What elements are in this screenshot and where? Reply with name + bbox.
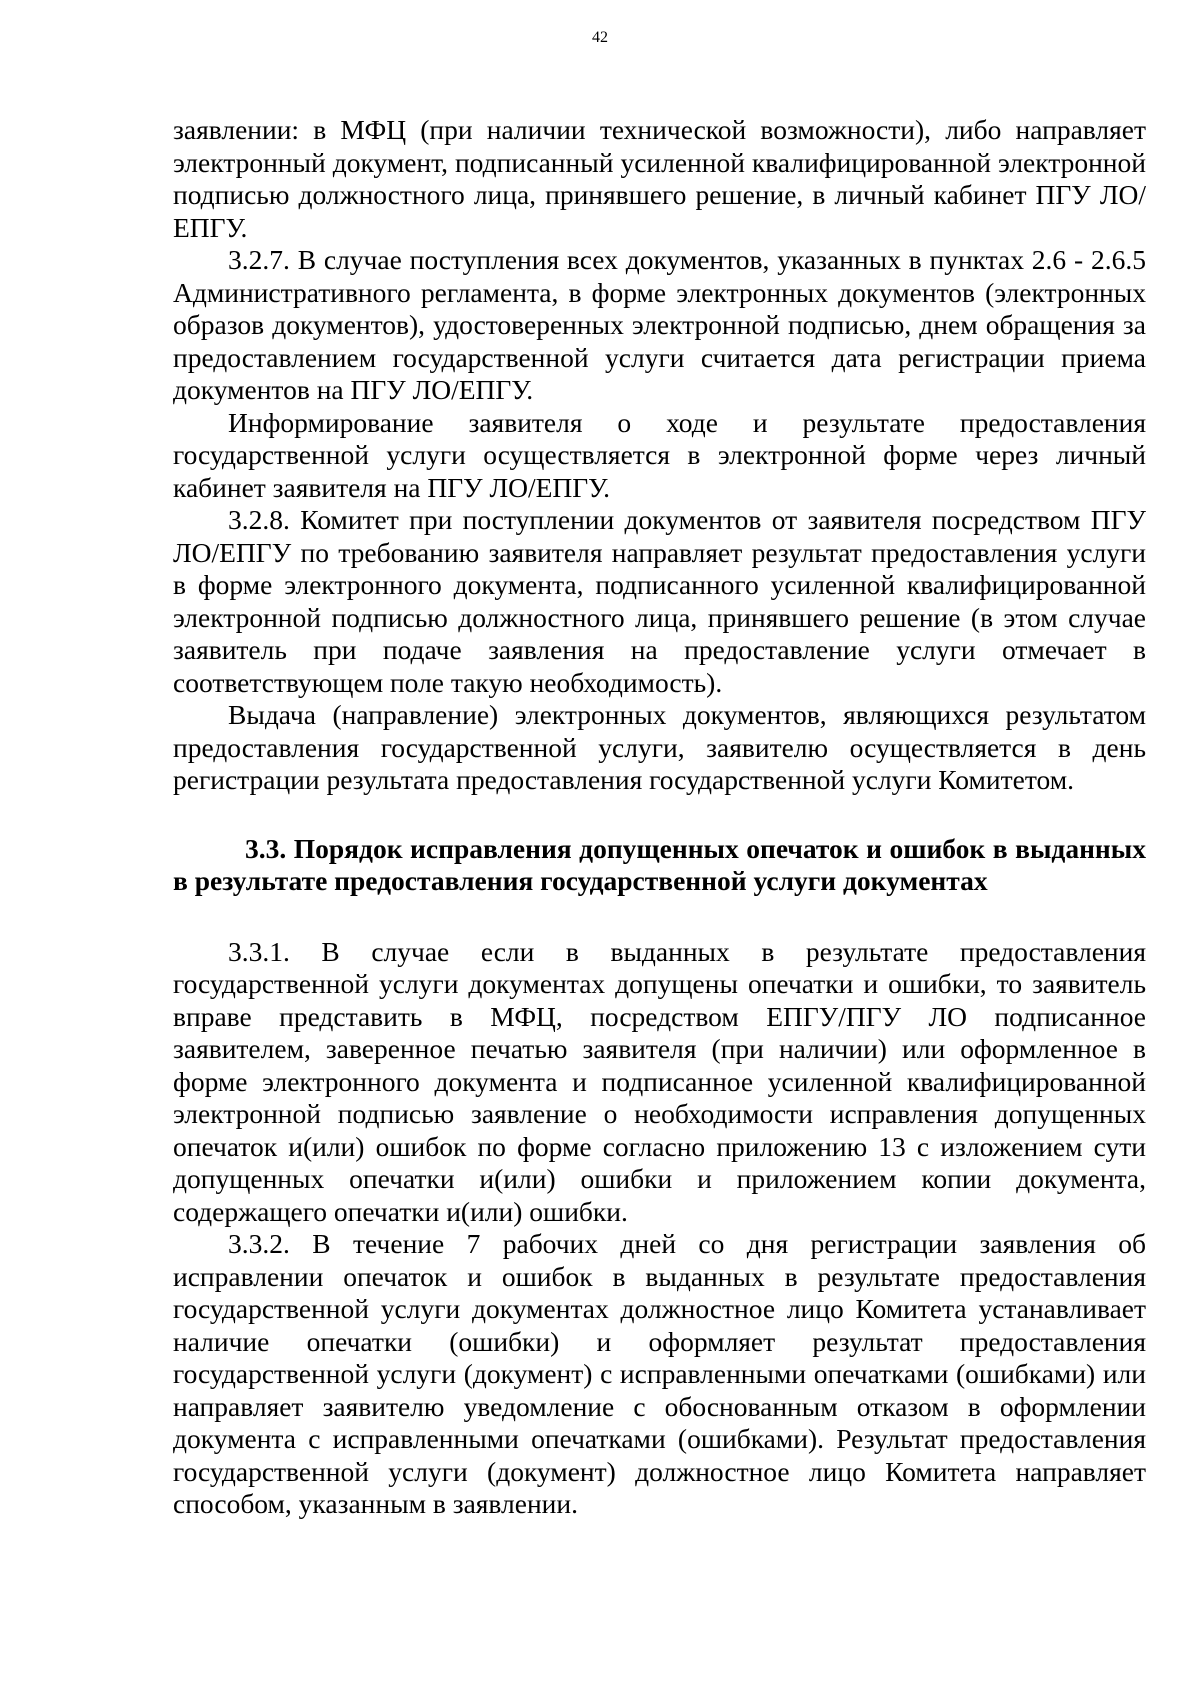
paragraph-3-3-2: 3.3.2. В течение 7 рабочих дней со дня регистрации заявления об исправлении опечаток и ошибок в выданных в результате предоставления государственной услуги документах должностное лицо Комитета устанавливает наличие опечатки (ошибки) и оформляет результат предоставления государственной услуги (документ) с исправленными опечатками (ошибками) или направляет заявителю уведомление с обоснованным отказом в оформлении документа с исправленными опечатками (ошибками). Результат предоставления государственной услуги (документ) должностное лицо Комитета направляет способом, указанным в заявлении. xyxy=(173,1228,1146,1519)
paragraph-continuation: заявлении: в МФЦ (при наличии технической возможности), либо направляет электронный документ, подписанный усиленной квалифицированной электронной подписью должностного лица, принявшего решение, в личный кабинет ПГУ ЛО/ЕПГУ. xyxy=(173,114,1146,243)
page-number: 42 xyxy=(592,29,608,46)
paragraph-3-2-8: 3.2.8. Комитет при поступлении документов от заявителя посредством ПГУ ЛО/ЕПГУ по требованию заявителя направляет результат предоставления услуги в форме электронного документа, подписанного усиленной квалифицированной электронной подписью должностного лица, принявшего решение (в этом случае заявитель при подаче заявления на предоставление услуги отмечает в соответствующем поле такую необходимость). xyxy=(173,504,1146,698)
paragraph-3-2-7: 3.2.7. В случае поступления всех документов, указанных в пунктах 2.6 - 2.6.5 Административного регламента, в форме электронных документов (электронных образов документов), удостоверенных электронной подписью, днем обращения за предоставлением государственной услуги считается дата регистрации приема документов на ПГУ ЛО/ЕПГУ. xyxy=(173,244,1146,405)
paragraph-3-3-1: 3.3.1. В случае если в выданных в результате предоставления государственной услуги документах допущены опечатки и ошибки, то заявитель вправе представить в МФЦ, посредством ЕПГУ/ПГУ ЛО подписанное заявителем, заверенное печатью заявителя (при наличии) или оформленное в форме электронного документа и подписанное усиленной квалифицированной электронной подписью заявление о необходимости исправления допущенных опечаток и(или) ошибок по форме согласно приложению 13 с изложением сути допущенных опечатки и(или) ошибки и приложением копии документа, содержащего опечатки и(или) ошибки. xyxy=(173,935,1146,1227)
section-heading-3-3: 3.3. Порядок исправления допущенных опечаток и ошибок в выданных в результате предоставления государственной услуги документах xyxy=(173,832,1146,896)
paragraph-informing: Информирование заявителя о ходе и результате предоставления государственной услуги осуществляется в электронной форме через личный кабинет заявителя на ПГУ ЛО/ЕПГУ. xyxy=(173,406,1146,503)
paragraph-issuance: Выдача (направление) электронных документов, являющихся результатом предоставления государственной услуги, заявителю осуществляется в день регистрации результата предоставления государственной услуги Комитетом. xyxy=(173,699,1146,795)
document-body xyxy=(173,114,1146,1521)
